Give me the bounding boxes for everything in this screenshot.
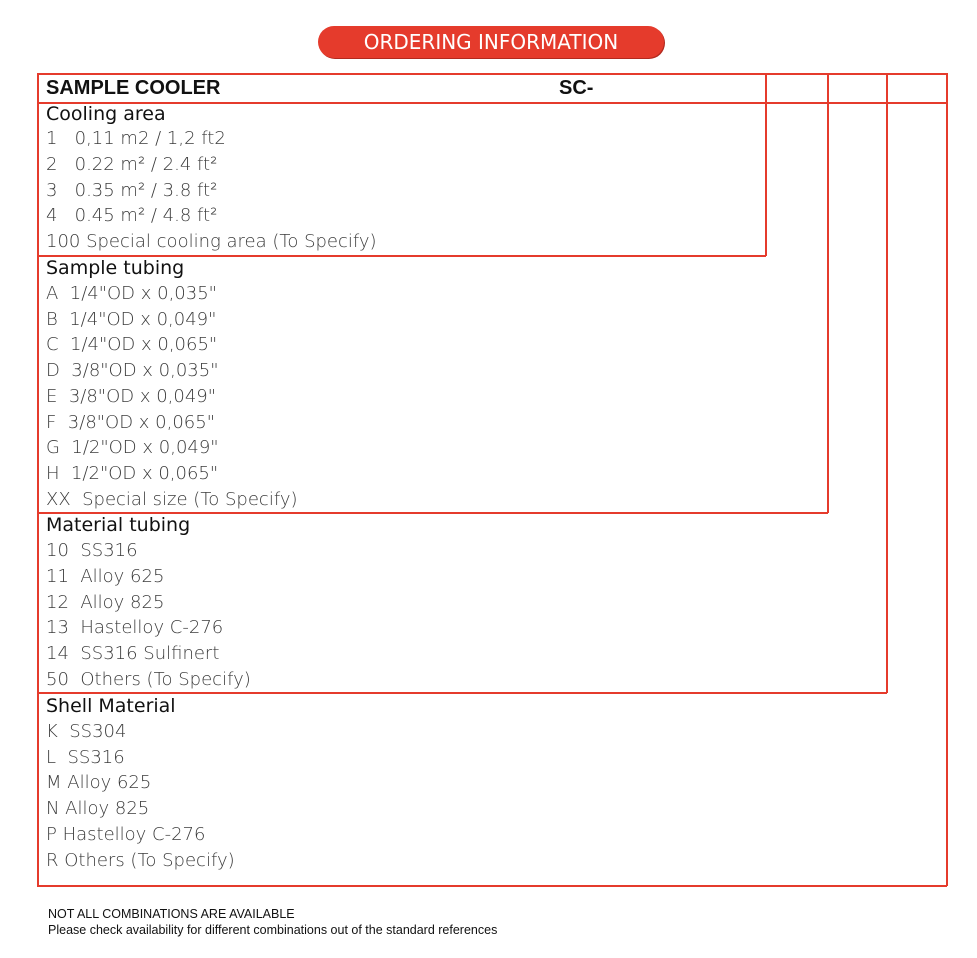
sample-tubing-option: A 1/4"OD x 0,035" <box>46 283 217 304</box>
material-tubing-bracket-right <box>886 73 888 693</box>
cooling-area-option: 100 Special cooling area (To Specify) <box>46 231 377 252</box>
shell-material-option: L SS316 <box>46 747 125 768</box>
sample-tubing-option: B 1/4"OD x 0,049" <box>46 309 217 330</box>
sample-tubing-option: F 3/8"OD x 0,065" <box>46 412 215 433</box>
material-tubing-option: 50 Others (To Specify) <box>46 669 251 690</box>
product-code-prefix: SC- <box>559 77 594 99</box>
shell-material-option: M Alloy 625 <box>46 772 152 793</box>
product-title: SAMPLE COOLER <box>46 77 221 99</box>
material-tubing-heading: Material tubing <box>46 514 191 536</box>
material-tubing-option: 10 SS316 <box>46 540 138 561</box>
sample-tubing-heading: Sample tubing <box>46 257 185 279</box>
outer-border-right <box>946 73 948 886</box>
cooling-area-option: 1 0,11 m2 / 1,2 ft2 <box>46 128 226 149</box>
sample-tubing-option: H 1/2"OD x 0,065" <box>46 463 219 484</box>
sample-tubing-option: XX Special size (To Specify) <box>46 489 298 510</box>
header-underline <box>37 102 948 104</box>
shell-material-option: P Hastelloy C-276 <box>46 824 206 845</box>
cooling-area-bracket-right <box>765 73 767 256</box>
material-tubing-option: 11 Alloy 625 <box>46 566 165 587</box>
sample-tubing-option: C 1/4"OD x 0,065" <box>46 334 218 355</box>
outer-border-left <box>37 73 39 886</box>
sample-tubing-option: D 3/8"OD x 0,035" <box>46 360 219 381</box>
shell-material-option: R Others (To Specify) <box>46 850 235 871</box>
cooling-area-option: 4 0.45 m² / 4.8 ft² <box>46 205 218 226</box>
sample-tubing-option: E 3/8"OD x 0,049" <box>46 386 216 407</box>
check-availability-note: Please check availability for different combinations out of the standard references <box>48 923 498 937</box>
shell-material-heading: Shell Material <box>46 695 176 717</box>
material-tubing-option: 12 Alloy 825 <box>46 592 165 613</box>
footnotes <box>48 906 497 938</box>
sample-tubing-option: G 1/2"OD x 0,049" <box>46 437 219 458</box>
ordering-information-banner: ORDERING INFORMATION <box>318 26 664 58</box>
cooling-area-heading: Cooling area <box>46 103 166 125</box>
shell-material-option: N Alloy 825 <box>46 798 150 819</box>
material-tubing-option: 14 SS316 Sulfinert <box>46 643 220 664</box>
cooling-area-option: 3 0.35 m² / 3.8 ft² <box>46 180 218 201</box>
material-tubing-option: 13 Hastelloy C-276 <box>46 617 224 638</box>
shell-material-option: K SS304 <box>46 721 127 742</box>
cooling-area-option: 2 0.22 m² / 2.4 ft² <box>46 154 218 175</box>
sample-tubing-bracket-right <box>827 73 829 513</box>
outer-border-bottom <box>37 885 947 887</box>
availability-note: NOT ALL COMBINATIONS ARE AVAILABLE <box>48 907 295 921</box>
